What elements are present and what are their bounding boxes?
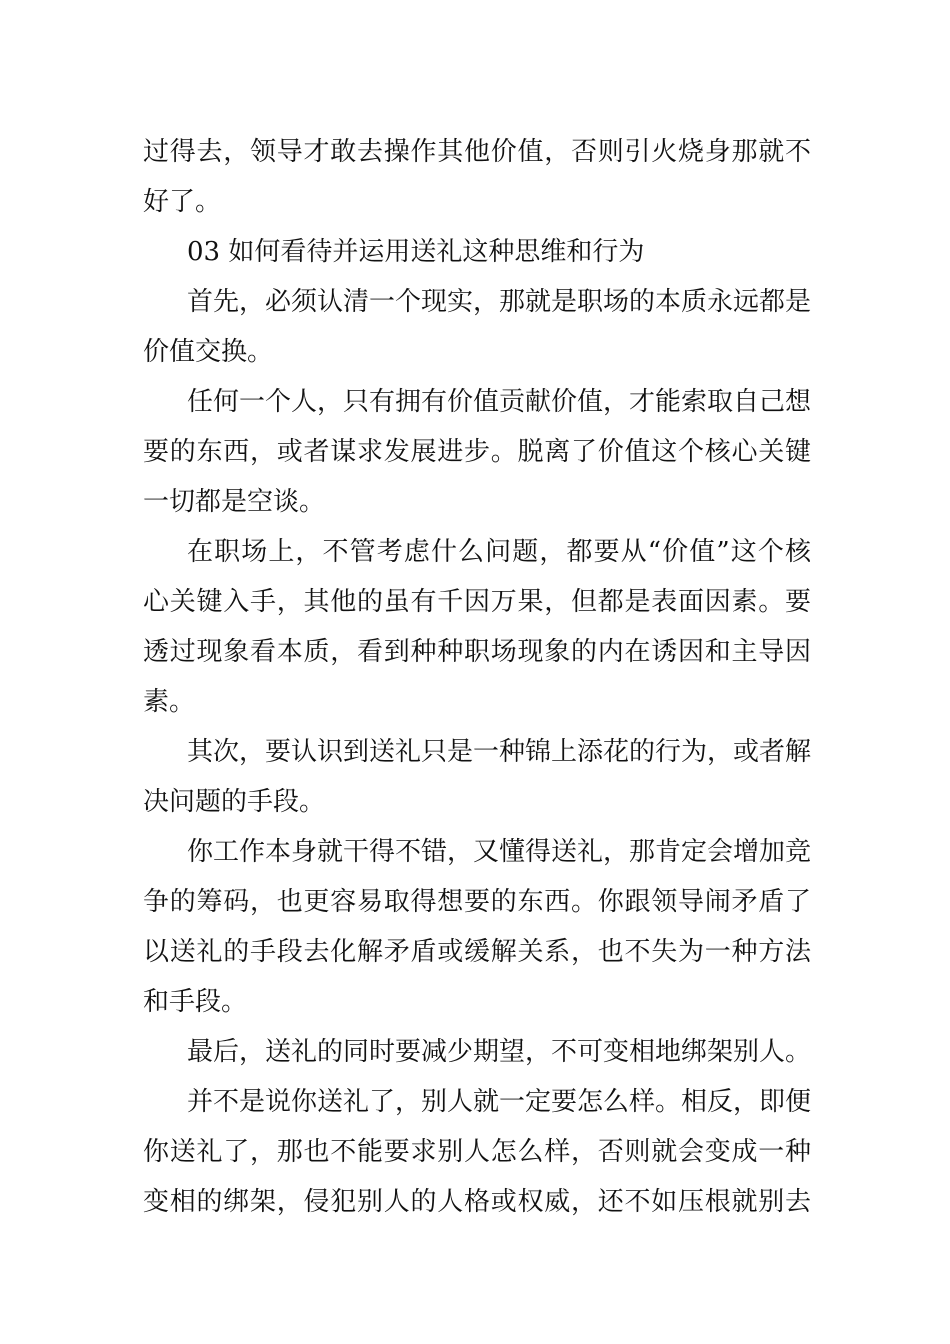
paragraph-1 <box>143 127 811 227</box>
text-line: 你送礼了，那也不能要求别人怎么样，否则就会变成一种 <box>143 1137 811 1167</box>
text-line: 在职场上，不管考虑什么问题，都要从“价值”这个核 <box>187 537 811 567</box>
text-line: 过得去，领导才敢去操作其他价值，否则引火烧身那就不 <box>143 137 811 167</box>
paragraph-4 <box>143 377 811 527</box>
text-line: 变相的绑架，侵犯别人的人格或权威，还不如压根就别去 <box>143 1187 811 1217</box>
text-line: 最后，送礼的同时要减少期望，不可变相地绑架别人。 <box>187 1037 812 1067</box>
paragraph-8 <box>143 1027 811 1077</box>
text-line: 首先，必须认清一个现实，那就是职场的本质永远都是 <box>187 287 812 317</box>
paragraph-5 <box>143 527 811 727</box>
text-line: 争的筹码，也更容易取得想要的东西。你跟领导闹矛盾了 <box>143 887 811 917</box>
text-line: 透过现象看本质，看到种种职场现象的内在诱因和主导因 <box>143 637 811 667</box>
text-line: 好了。 <box>143 187 222 217</box>
text-line: 任何一个人，只有拥有价值贡献价值，才能索取自己想 <box>187 387 812 417</box>
text-line: 价值交换。 <box>143 337 274 367</box>
paragraph-3 <box>143 277 811 377</box>
text-line: 你工作本身就干得不错，又懂得送礼，那肯定会增加竞 <box>187 837 812 867</box>
paragraph-9 <box>143 1077 811 1227</box>
text-line: 03 如何看待并运用送礼这种思维和行为 <box>187 237 645 267</box>
paragraph-7 <box>143 827 811 1027</box>
text-line: 和手段。 <box>143 987 248 1017</box>
text-line: 素。 <box>143 687 196 717</box>
text-line: 心关键入手，其他的虽有千因万果，但都是表面因素。要 <box>143 587 811 617</box>
text-line: 决问题的手段。 <box>143 787 326 817</box>
body-text <box>143 127 811 1227</box>
text-line: 要的东西，或者谋求发展进步。脱离了价值这个核心关键 <box>143 437 811 467</box>
text-line: 以送礼的手段去化解矛盾或缓解关系，也不失为一种方法 <box>143 937 811 967</box>
paragraph-6 <box>143 727 811 827</box>
text-line: 其次，要认识到送礼只是一种锦上添花的行为，或者解 <box>187 737 812 767</box>
section-heading <box>143 227 811 277</box>
text-line: 并不是说你送礼了，别人就一定要怎么样。相反，即便 <box>187 1087 812 1117</box>
text-line: 一切都是空谈。 <box>143 487 326 517</box>
